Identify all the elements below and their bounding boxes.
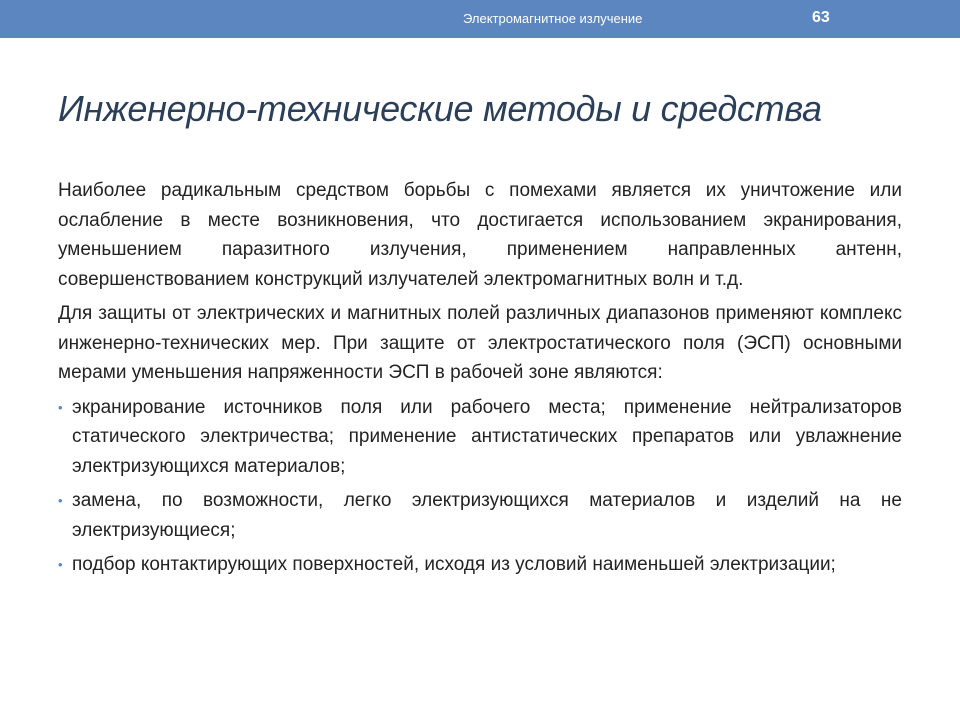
paragraph-1: Наиболее радикальным средством борьбы с помехами является их уничтожение или ослабление в месте возникновения, что достигается использованием экранирования, уменьшением паразитного излучения, применением направленных антенн, совершенствованием конструкций излучателей электромагнитных волн и т.д. (58, 180, 902, 290)
header-title: Электромагнитное излучение (463, 11, 643, 26)
bullet-list (58, 393, 902, 580)
bullet-text: подбор контактирующих поверхностей, исходя из условий наименьшей электризации; (72, 554, 836, 575)
bullet-dot-icon: • (58, 493, 63, 508)
bullet-dot-icon: • (58, 557, 63, 572)
bullet-item (58, 486, 902, 545)
paragraph-2: Для защиты от электрических и магнитных полей различных диапазонов применяют комплекс инженерно-технических мер. При защите от электростатического поля (ЭСП) основными мерами уменьшения напряженности ЭСП в рабочей зоне являются: (58, 303, 902, 383)
page-number: 63 (812, 9, 830, 26)
header-bar (0, 0, 960, 38)
bullet-item (58, 393, 902, 482)
bullet-text: экранирование источников поля или рабочего места; применение нейтрализаторов статического электричества; применение антистатических препаратов или увлажнение электризующихся материалов; (72, 396, 902, 477)
bullet-item (58, 550, 902, 580)
slide-title: Инженерно-технические методы и средства (58, 88, 822, 129)
slide-content (58, 176, 902, 585)
bullet-text: замена, по возможности, легко электризующихся материалов и изделий на не электризующиеся; (72, 490, 902, 541)
bullet-dot-icon: • (58, 399, 63, 415)
